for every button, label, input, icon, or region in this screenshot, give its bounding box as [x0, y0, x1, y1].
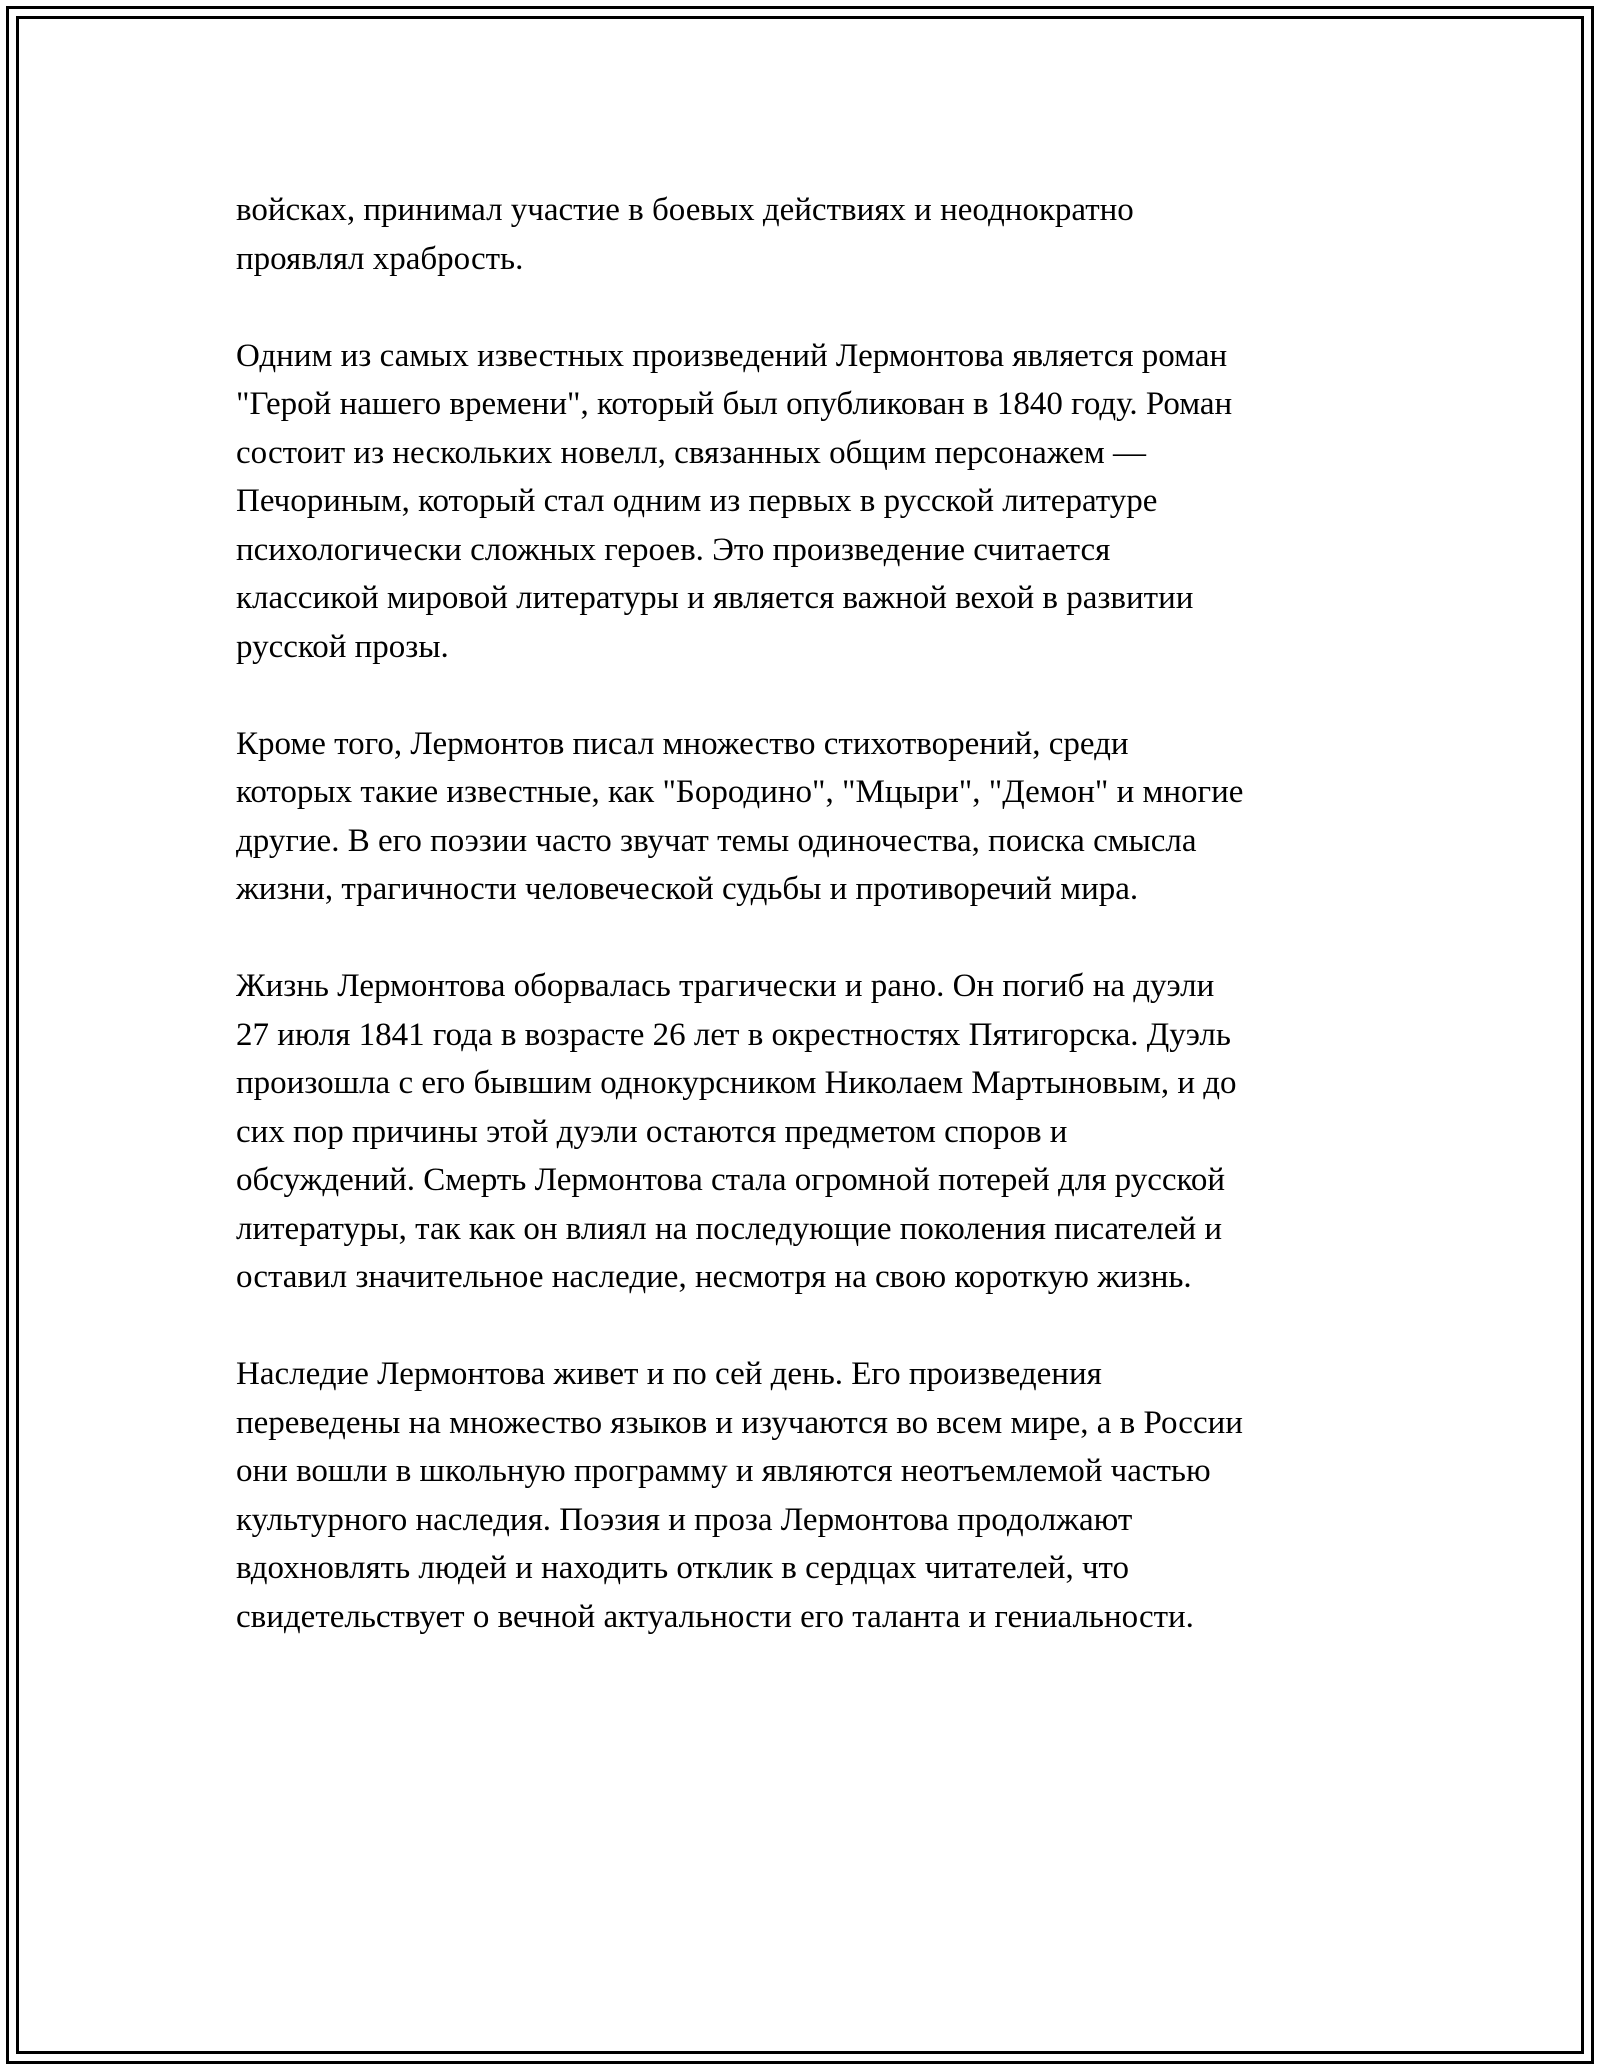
paragraph-2: Одним из самых известных произведений Лермонтова является роман "Герой нашего времени", который был опубликован в 1840 году. Роман состоит из нескольких новелл, связанных общим персонажем — Печориным, который стал одним из первых в русской литературе психологически сложных героев. Это произведение считается классикой мировой литературы и является важной вехой в развитии русской прозы.: [236, 337, 1233, 665]
document-body: [236, 186, 1396, 1690]
paragraph-4: Жизнь Лермонтова оборвалась трагически и рано. Он погиб на дуэли 27 июля 1841 года в возрасте 26 лет в окрестностях Пятигорска. Дуэль произошла с его бывшим однокурсником Николаем Мартыновым, и до сих пор причины этой дуэли остаются предметом споров и обсуждений. Смерть Лермонтова стала огромной потерей для русской литературы, так как он влиял на последующие поколения писателей и оставил значительное наследие, несмотря на свою короткую жизнь.: [236, 968, 1237, 1295]
paragraph-5: Наследие Лермонтова живет и по сей день. Его произведения переведены на множество языков и изучаются во всем мире, а в России они вошли в школьную программу и являются неотъемлемой частью культурного наследия. Поэзия и проза Лермонтова продолжают вдохновлять людей и находить отклик в сердцах читателей, что свидетельствует о вечной актуальности его таланта и гениальности.: [236, 1356, 1243, 1635]
paragraph-1: войсках, принимал участие в боевых действиях и неоднократно проявлял храбрость.: [236, 192, 1134, 277]
paragraph-3: Кроме того, Лермонтов писал множество стихотворений, среди которых такие известные, как "Бородино", "Мцыри", "Демон" и многие другие. В его поэзии часто звучат темы одиночества, поиска смысла жизни, трагичности человеческой судьбы и противоречий мира.: [236, 725, 1244, 907]
